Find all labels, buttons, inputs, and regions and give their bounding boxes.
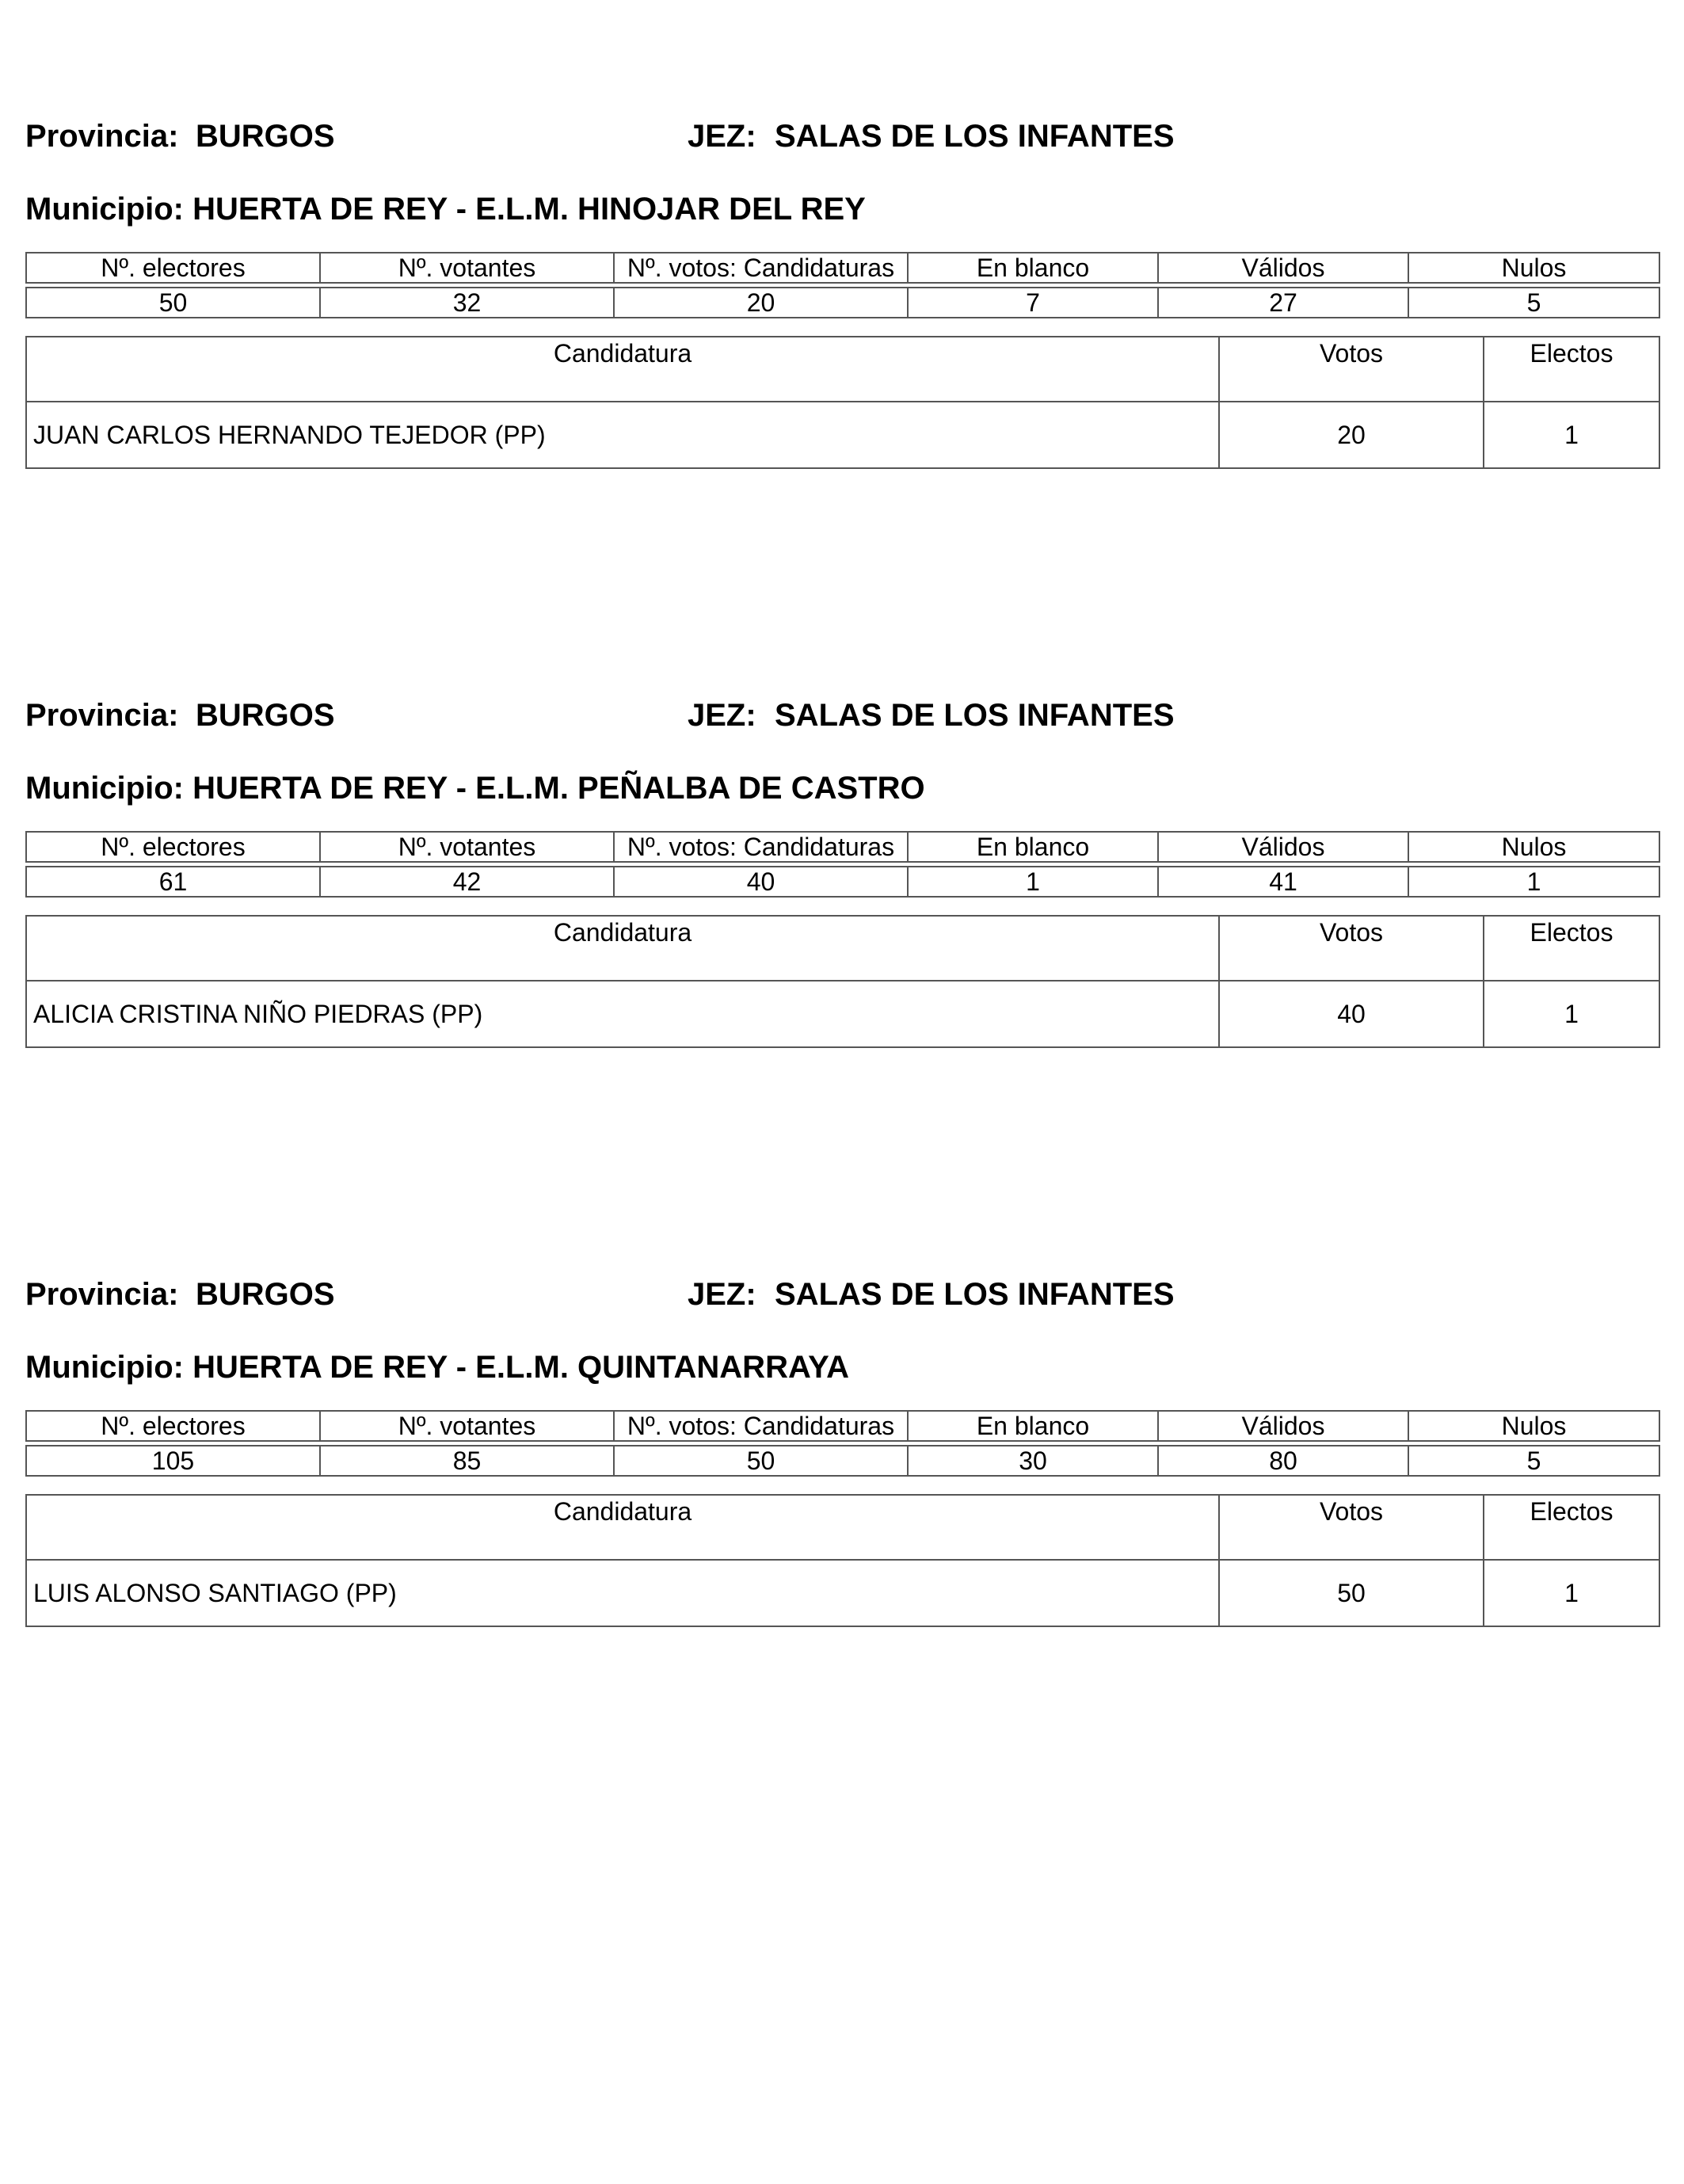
municipality-label: Municipio: [25,1350,184,1385]
candidate-electos: 1 [1484,981,1659,1047]
municipality-section [25,1271,1659,1683]
jez-value: SALAS DE LOS INFANTES [775,119,1175,154]
jez [688,692,1175,739]
value-electores: 61 [26,867,320,897]
value-votantes: 32 [320,288,614,318]
province-label: Provincia: [25,119,179,154]
header-electos: Electos [1484,337,1659,402]
header-electores: Nº. electores [26,1411,320,1441]
header-votantes: Nº. votantes [320,253,614,283]
candidate-row [26,981,1659,1047]
province-value: BURGOS [196,119,335,154]
municipality-heading [25,1344,849,1391]
candidate-electos: 1 [1484,402,1659,468]
value-nulos: 5 [1408,288,1659,318]
results-header-row [26,916,1659,981]
value-votantes: 42 [320,867,614,897]
value-nulos: 5 [1408,1446,1659,1476]
municipality-value: HUERTA DE REY - E.L.M. QUINTANARRAYA [192,1350,850,1385]
header-validos: Válidos [1158,832,1408,862]
municipality-section [25,692,1659,1103]
header-candidatura: Candidatura [26,916,1219,981]
results-table [25,915,1660,1048]
value-votantes: 85 [320,1446,614,1476]
province-value: BURGOS [196,698,335,733]
value-nulos: 1 [1408,867,1659,897]
header-votantes: Nº. votantes [320,1411,614,1441]
value-en-blanco: 1 [908,867,1158,897]
header-validos: Válidos [1158,1411,1408,1441]
jez [688,112,1175,160]
stats-table [25,252,1660,318]
header-electores: Nº. electores [26,253,320,283]
province [25,112,335,160]
stats-header-row [26,832,1659,862]
stats-table [25,1410,1660,1477]
candidate-name: ALICIA CRISTINA NIÑO PIEDRAS (PP) [26,981,1219,1047]
stats-table [25,831,1660,898]
jez-label: JEZ: [688,119,756,154]
value-en-blanco: 30 [908,1446,1158,1476]
stats-value-row [26,288,1659,318]
header-electos: Electos [1484,916,1659,981]
province [25,692,335,739]
results-table [25,336,1660,469]
header-electores: Nº. electores [26,832,320,862]
value-votos-candidaturas: 50 [614,1446,908,1476]
stats-header-row [26,253,1659,283]
header-votos: Votos [1219,337,1484,402]
province-jez-heading [25,1271,1659,1318]
value-votos-candidaturas: 40 [614,867,908,897]
value-validos: 80 [1158,1446,1408,1476]
municipality-heading [25,185,866,233]
jez-value: SALAS DE LOS INFANTES [775,1277,1175,1312]
value-electores: 50 [26,288,320,318]
stats-value-row [26,1446,1659,1476]
header-nulos: Nulos [1408,832,1659,862]
header-votos-candidaturas: Nº. votos: Candidaturas [614,253,908,283]
candidate-votos: 50 [1219,1560,1484,1626]
jez-value: SALAS DE LOS INFANTES [775,698,1175,733]
header-electos: Electos [1484,1495,1659,1560]
header-candidatura: Candidatura [26,337,1219,402]
jez-label: JEZ: [688,698,756,733]
province [25,1271,335,1318]
results-header-row [26,337,1659,402]
header-nulos: Nulos [1408,1411,1659,1441]
candidate-votos: 40 [1219,981,1484,1047]
municipality-label: Municipio: [25,771,184,806]
value-validos: 27 [1158,288,1408,318]
header-candidatura: Candidatura [26,1495,1219,1560]
stats-header-row [26,1411,1659,1441]
municipality-section [25,112,1659,524]
value-validos: 41 [1158,867,1408,897]
header-votos-candidaturas: Nº. votos: Candidaturas [614,1411,908,1441]
header-nulos: Nulos [1408,253,1659,283]
province-jez-heading [25,112,1659,160]
header-validos: Válidos [1158,253,1408,283]
results-table [25,1494,1660,1627]
candidate-electos: 1 [1484,1560,1659,1626]
header-en-blanco: En blanco [908,832,1158,862]
value-en-blanco: 7 [908,288,1158,318]
header-votantes: Nº. votantes [320,832,614,862]
municipality-value: HUERTA DE REY - E.L.M. PEÑALBA DE CASTRO [192,771,925,806]
candidate-row [26,1560,1659,1626]
province-jez-heading [25,692,1659,739]
value-electores: 105 [26,1446,320,1476]
candidate-row [26,402,1659,468]
header-en-blanco: En blanco [908,253,1158,283]
results-header-row [26,1495,1659,1560]
province-label: Provincia: [25,1277,179,1312]
province-label: Provincia: [25,698,179,733]
municipality-label: Municipio: [25,192,184,227]
jez [688,1271,1175,1318]
candidate-name: JUAN CARLOS HERNANDO TEJEDOR (PP) [26,402,1219,468]
municipality-heading [25,764,925,812]
header-votos-candidaturas: Nº. votos: Candidaturas [614,832,908,862]
municipality-value: HUERTA DE REY - E.L.M. HINOJAR DEL REY [192,192,866,227]
candidate-name: LUIS ALONSO SANTIAGO (PP) [26,1560,1219,1626]
value-votos-candidaturas: 20 [614,288,908,318]
stats-value-row [26,867,1659,897]
province-value: BURGOS [196,1277,335,1312]
jez-label: JEZ: [688,1277,756,1312]
candidate-votos: 20 [1219,402,1484,468]
header-votos: Votos [1219,1495,1484,1560]
header-votos: Votos [1219,916,1484,981]
header-en-blanco: En blanco [908,1411,1158,1441]
